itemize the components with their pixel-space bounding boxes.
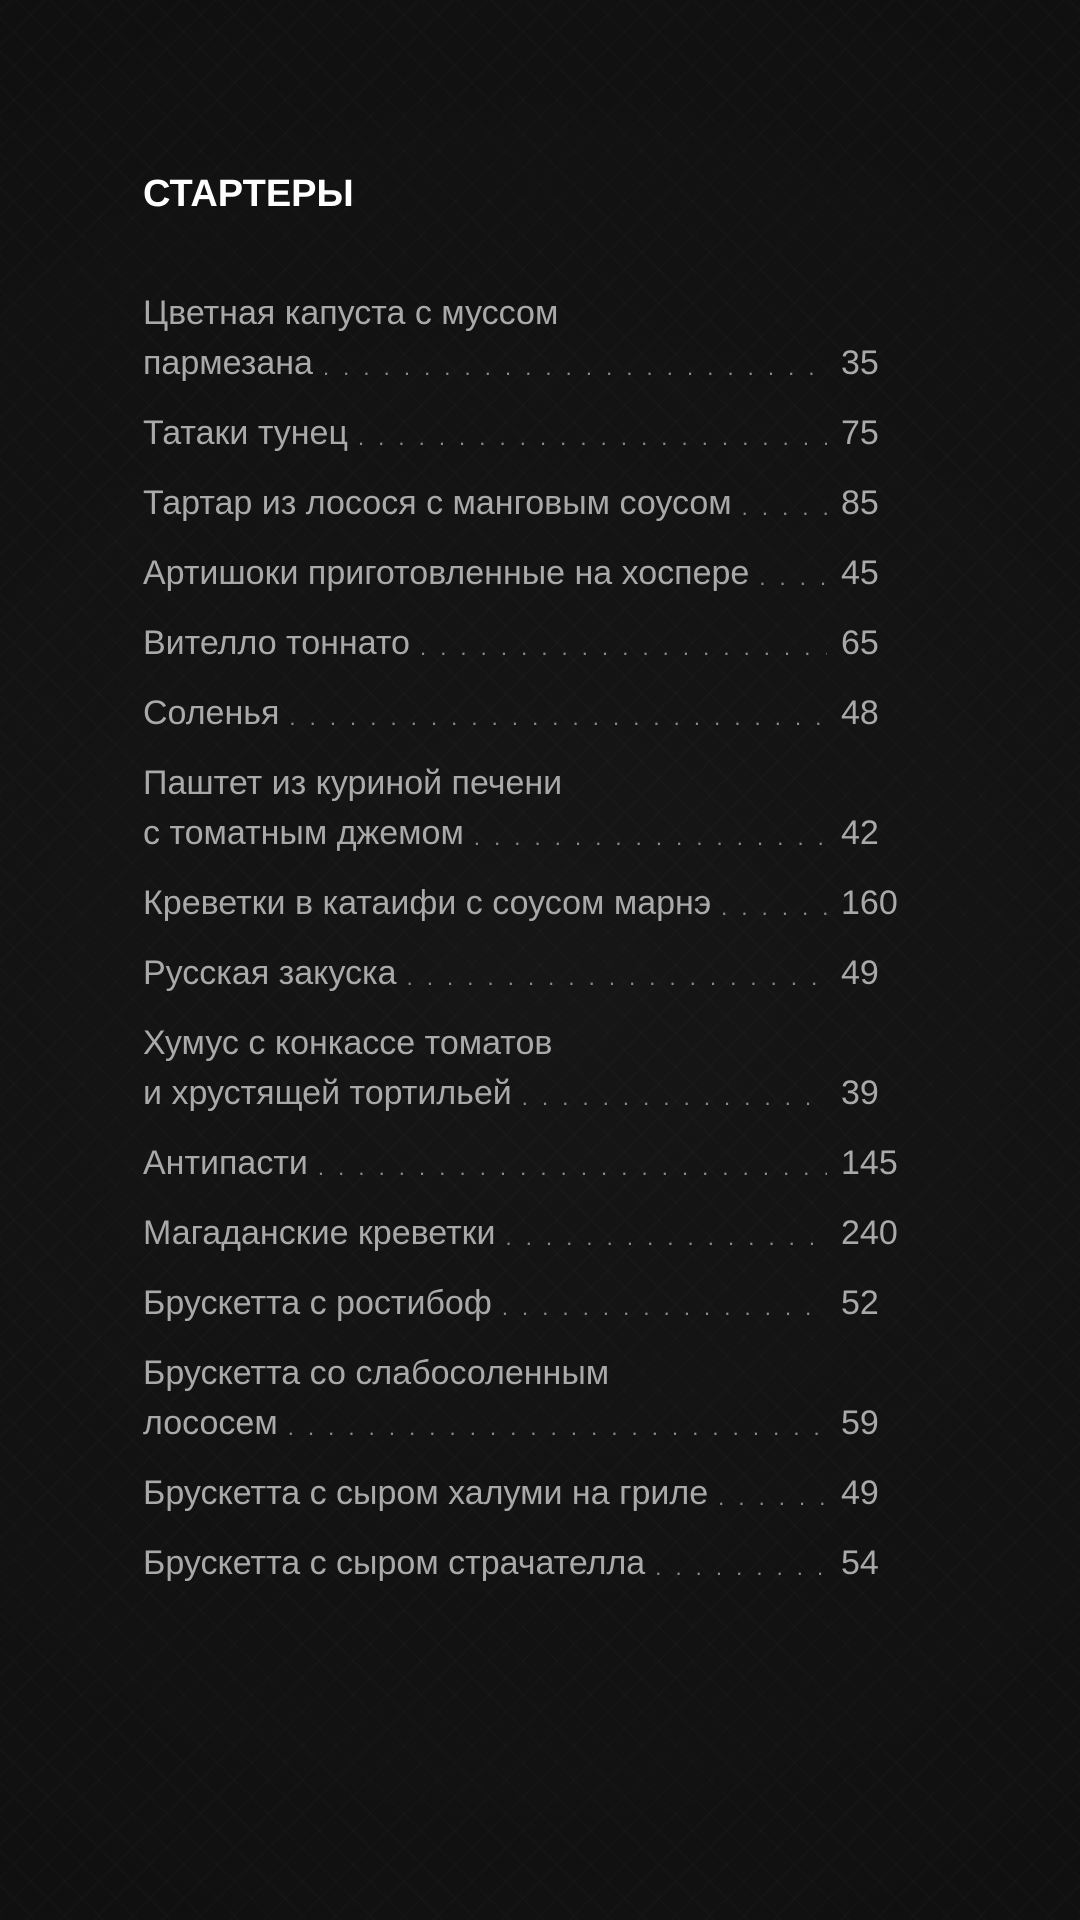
dot-leader (759, 558, 827, 598)
dot-leader (323, 348, 827, 388)
menu-item-name-line1: Брускетта со слабосоленным (143, 1354, 610, 1392)
menu-item-name: Креветки в катаифи с соусом марнэ (143, 884, 712, 922)
dot-leader (358, 418, 827, 458)
menu-item (143, 478, 913, 528)
menu-item-price: 85 (841, 484, 879, 522)
menu-item-price: 145 (841, 1144, 898, 1182)
dot-leader (407, 958, 827, 998)
menu-item-price: 59 (841, 1404, 879, 1442)
menu-item-price: 49 (841, 1474, 879, 1512)
menu-item-name: Магаданские креветки (143, 1214, 496, 1252)
menu-item-name: и хрустящей тортильей (143, 1074, 512, 1112)
menu-item-name: Соленья (143, 694, 280, 732)
menu-item-price: 48 (841, 694, 879, 732)
menu-item-price: 45 (841, 554, 879, 592)
dot-leader (288, 1408, 827, 1448)
menu-item-name: с томатным джемом (143, 814, 464, 852)
menu-item-name: Русская закуска (143, 954, 397, 992)
menu-item (143, 878, 913, 928)
menu-item (143, 1538, 913, 1588)
menu-item-name: Тартар из лосося с манговым соусом (143, 484, 732, 522)
dot-leader (522, 1078, 827, 1118)
menu-page (143, 170, 913, 1608)
menu-item (143, 1468, 913, 1518)
menu-item-list (143, 288, 913, 1588)
dot-leader (420, 628, 827, 668)
menu-item-name: Татаки тунец (143, 414, 348, 452)
menu-item-price: 49 (841, 954, 879, 992)
menu-item-name: Антипасти (143, 1144, 308, 1182)
menu-item (143, 1138, 913, 1188)
menu-item (143, 1208, 913, 1258)
menu-item-price: 160 (841, 884, 898, 922)
dot-leader (655, 1548, 827, 1588)
dot-leader (742, 488, 827, 528)
menu-item (143, 1278, 913, 1328)
menu-item-name: Брускетта с сыром страчателла (143, 1544, 646, 1582)
menu-item-price: 42 (841, 814, 879, 852)
menu-item-name-line1: Хумус с конкассе томатов (143, 1024, 553, 1062)
dot-leader (506, 1218, 827, 1258)
menu-item-price: 39 (841, 1074, 879, 1112)
menu-item-name: Брускетта с сыром халуми на гриле (143, 1474, 709, 1512)
menu-item-name: Брускетта с ростибоф (143, 1284, 492, 1322)
dot-leader (318, 1148, 827, 1188)
menu-item (143, 548, 913, 598)
menu-item-name-line1: Паштет из куриной печени (143, 764, 563, 802)
menu-item (143, 408, 913, 458)
menu-item-price: 65 (841, 624, 879, 662)
menu-item-name: Артишоки приготовленные на хоспере (143, 554, 750, 592)
section-title: СТАРТЕРЫ (143, 173, 354, 215)
dot-leader (474, 818, 827, 858)
menu-item (143, 688, 913, 738)
menu-item (143, 288, 913, 388)
menu-item-name-line1: Цветная капуста с муссом (143, 294, 559, 332)
menu-item (143, 1018, 913, 1118)
dot-leader (502, 1288, 827, 1328)
menu-item-price: 52 (841, 1284, 879, 1322)
menu-item-price: 75 (841, 414, 879, 452)
menu-item (143, 618, 913, 668)
menu-item-name: Вителло тоннато (143, 624, 410, 662)
dot-leader (289, 698, 827, 738)
menu-item-price: 240 (841, 1214, 898, 1252)
dot-leader (721, 888, 827, 928)
menu-item-price: 54 (841, 1544, 879, 1582)
dot-leader (718, 1478, 827, 1518)
menu-item-name: пармезана (143, 344, 313, 382)
menu-item-name: лососем (143, 1404, 278, 1442)
menu-item (143, 1348, 913, 1448)
menu-item-price: 35 (841, 344, 879, 382)
menu-item (143, 758, 913, 858)
menu-item (143, 948, 913, 998)
